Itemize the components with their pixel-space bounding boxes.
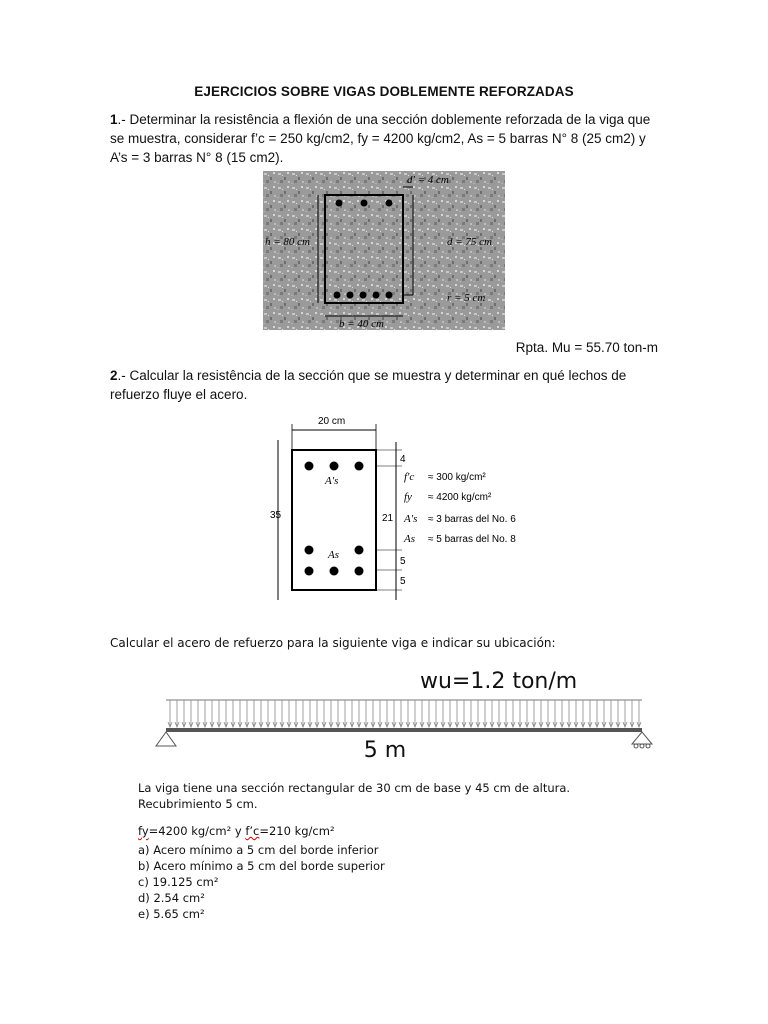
beam — [166, 728, 642, 732]
exercise-1-number: 1 — [110, 112, 118, 127]
exercise-3-options — [138, 842, 385, 922]
material-properties — [403, 471, 516, 545]
option-e: e) 5.65 cm² — [138, 907, 205, 921]
label-b: b = 40 cm — [339, 318, 384, 330]
prop-value: ≈ 5 barras del No. 8 — [428, 534, 516, 545]
top-bar — [361, 200, 368, 207]
label-d: d = 75 cm — [447, 236, 492, 248]
exercise-1-text: .- Determinar la resistência a flexión de una sección doblemente reforzada de la viga que se muestra, considerar f’c = 250 kg/cm2, fy = 4200 kg/cm2, As = 5 barras N° 8 (25 cm2) y A’s = 3 barras N° 8 (15 cm2). — [110, 112, 651, 165]
bottom-bar — [355, 567, 364, 576]
bottom-bar — [305, 546, 314, 555]
bottom-bar — [334, 292, 341, 299]
option-d: d) 2.54 cm² — [138, 891, 205, 905]
label-top: 4 — [400, 454, 406, 465]
bottom-bar — [360, 292, 367, 299]
label-bottom-steel: As — [328, 549, 339, 561]
label-h: h = 80 cm — [265, 236, 310, 248]
prop-symbol: As — [404, 533, 415, 545]
exercise-3-materials — [138, 824, 335, 838]
label-lower-2: 5 — [400, 576, 406, 587]
label-height: 35 — [270, 510, 282, 521]
option-a: a) Acero mínimo a 5 cm del borde inferior — [138, 843, 379, 857]
exercise-3-description — [138, 780, 570, 812]
prop-value: ≈ 4200 kg/cm² — [428, 492, 492, 503]
materials-fc: f’c — [245, 824, 260, 838]
exercise-1-figure — [263, 171, 505, 330]
exercise-1-answer: Rpta. Mu = 55.70 ton-m — [515, 340, 658, 355]
top-bar — [386, 200, 393, 207]
label-lower-1: 5 — [400, 556, 406, 567]
description-line-1: La viga tiene una sección rectangular de 30 cm de base y 45 cm de altura. — [138, 781, 571, 795]
label-d-prime: d' = 4 cm — [407, 174, 449, 186]
top-bar — [330, 462, 339, 471]
prop-value: ≈ 300 kg/cm² — [428, 472, 486, 483]
span-label: 5 m — [363, 738, 407, 763]
label-width: 20 cm — [318, 416, 346, 427]
beam-section-figure-2 — [262, 410, 552, 602]
load-label: wu=1.2 ton/m — [420, 669, 578, 694]
prop-symbol: A's — [404, 513, 418, 525]
label-r: r = 5 cm — [447, 292, 486, 304]
beam-section-figure-1 — [263, 171, 505, 330]
materials-fy: fy — [138, 824, 149, 838]
bottom-bar — [386, 292, 393, 299]
description-line-2: Recubrimiento 5 cm. — [138, 797, 258, 811]
page-title: EJERCICIOS SOBRE VIGAS DOBLEMENTE REFORZADAS — [194, 84, 574, 99]
exercise-2-figure — [262, 410, 552, 602]
bottom-bar — [305, 567, 314, 576]
exercise-2-number: 2 — [110, 368, 118, 383]
bottom-bar — [330, 567, 339, 576]
exercise-1-statement — [110, 110, 658, 167]
bottom-bar — [373, 292, 380, 299]
top-bar — [336, 200, 343, 207]
exercise-2-text: .- Calcular la resistência de la sección que se muestra y determinar en qué lechos de refuerzo fluye el acero. — [110, 368, 627, 402]
exercise-3-intro: Calcular el acero de refuerzo para la siguiente viga e indicar su ubicación: — [110, 636, 556, 650]
exercise-2-statement — [110, 366, 658, 404]
label-top-steel: A's — [325, 475, 339, 487]
distributed-load-arrows — [168, 700, 641, 727]
top-bar — [305, 462, 314, 471]
top-bar — [355, 462, 364, 471]
materials-mid: =4200 kg/cm² y — [148, 824, 246, 838]
bottom-bar — [347, 292, 354, 299]
prop-symbol: f'c — [404, 471, 415, 483]
label-mid: 21 — [382, 513, 394, 524]
bottom-bar — [355, 546, 364, 555]
prop-symbol: fy — [404, 491, 412, 503]
option-c: c) 19.125 cm² — [138, 875, 219, 889]
materials-end: =210 kg/cm² — [259, 824, 335, 838]
prop-value: ≈ 3 barras del No. 6 — [428, 514, 516, 525]
option-b: b) Acero mínimo a 5 cm del borde superior — [138, 859, 385, 873]
